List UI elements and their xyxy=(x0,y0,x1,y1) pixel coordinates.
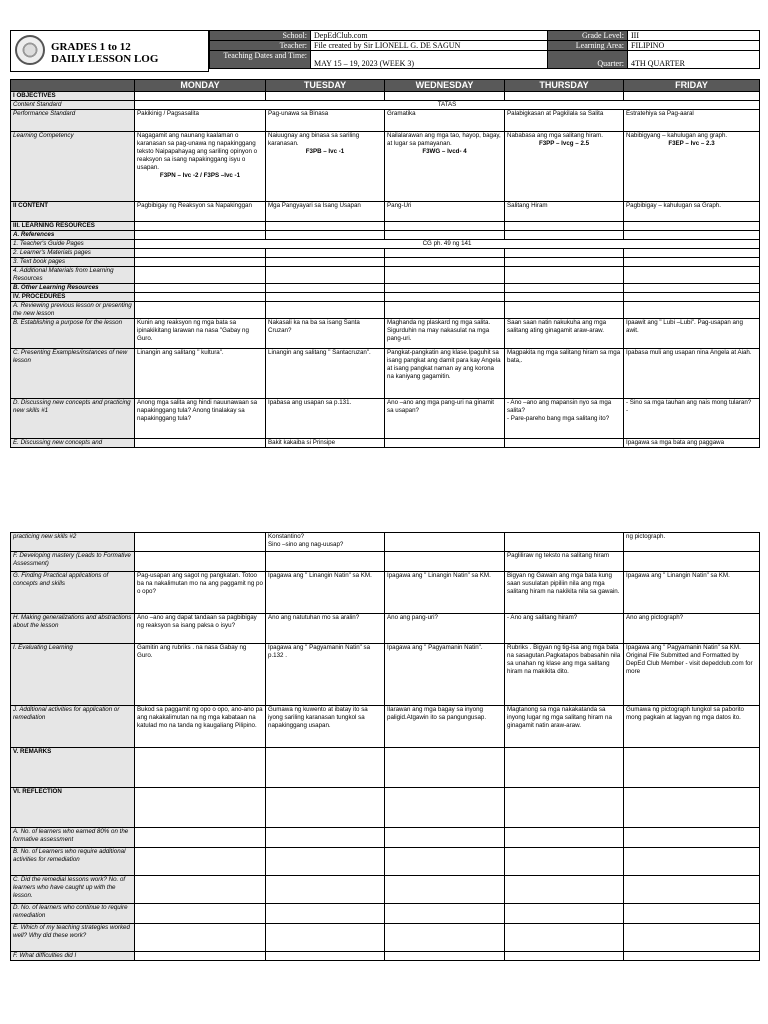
row-label: A. Reviewing previous lesson or presenting the new lesson xyxy=(11,302,135,319)
cell-monday: Gamitin ang rubriks . na nasa Gabay ng Guro. xyxy=(135,644,266,706)
table-row xyxy=(11,110,760,132)
cell-wednesday xyxy=(385,132,505,202)
lesson-table-part2 xyxy=(10,532,759,961)
cell-thursday: - Ano –ano ang mapansin nyo sa mga salita? - Pare-pareho bang mga salitang ito? xyxy=(505,399,624,439)
competency-text: Nailalarawan ang mga tao, hayop, bagay, at lugar sa pamayanan. xyxy=(387,132,501,147)
cell-friday: ng pictograph. xyxy=(624,533,760,552)
row-label: J. Additional activities for application or remediation xyxy=(11,706,135,748)
cell-monday: Kunin ang reaksyon ng mga bata sa ipinakikitang larawan na nasa "Gabay ng Guro. xyxy=(135,319,266,349)
cell-wednesday: Gramatika xyxy=(385,110,505,132)
cell-tuesday: Mga Pangyayari sa Isang Usapan xyxy=(266,202,385,222)
cell-monday: Pag-usapan ang sagot ng pangkatan. Totoo ba na nakalimutan mo na ang paggamit ng po o opo? xyxy=(135,572,266,614)
row-label: E. Discussing new concepts and xyxy=(11,439,135,448)
cell-friday: Gumawa ng pictograph tungkol sa paborito mong pagkain at lagyan ng mga datos ito. xyxy=(624,706,760,748)
cell-friday: Ipabasa muli ang usapan nina Angela at Aiah. xyxy=(624,349,760,399)
row-label: 1. Teacher's Guide Pages xyxy=(11,240,135,249)
header-info-table xyxy=(209,30,760,69)
deped-seal-icon xyxy=(15,35,45,65)
cell-tuesday xyxy=(266,552,385,572)
table-row xyxy=(11,828,760,848)
cell-monday: Ano –ano ang dapat tandaan sa pagbibigay ng reaksyon sa isang paksa o isyu? xyxy=(135,614,266,644)
logo-block xyxy=(10,30,209,72)
cell-wednesday: Maghanda ng plaskard ng mga salita. Sigurduhin na may nakasulat na mga pang-uri. xyxy=(385,319,505,349)
table-row xyxy=(11,533,760,552)
table-row xyxy=(11,222,760,231)
lesson-table-part1 xyxy=(10,79,759,448)
quarter-value: 4TH QUARTER xyxy=(628,51,760,69)
row-label: Performance Standard xyxy=(11,110,135,132)
cell-wednesday: Ipagawa ang " Pagyamanin Natin". xyxy=(385,644,505,706)
row-label: 2. Learner's Materials pages xyxy=(11,249,135,258)
table-row xyxy=(11,101,760,110)
competency-text: Nabibigyang – kahulugan ang graph. xyxy=(626,132,728,139)
table-row xyxy=(11,876,760,904)
cell-monday: Pakikinig / Pagsasalita xyxy=(135,110,266,132)
competency-text: Nababasa ang mga salitang hiram. xyxy=(507,132,603,139)
table-row xyxy=(11,319,760,349)
table-row xyxy=(11,92,760,101)
row-label: practicing new skills #2 xyxy=(11,533,135,552)
cell-tuesday: Ano ang natutuhan mo sa aralin? xyxy=(266,614,385,644)
row-label: VI. REFLECTION xyxy=(11,788,135,828)
table-row xyxy=(11,267,760,284)
cell-thursday: Bigyan ng Gawain ang mga bata kung saan susulatan pipiliin nila ang mga salitang hiram na nakikita nila sa gawain. xyxy=(505,572,624,614)
cell-tuesday: Gumawa ng kuwento at ibatay ito sa iyong sariling karanasan tungkol sa napakinggang usapan. xyxy=(266,706,385,748)
row-label: IV. PROCEDURES xyxy=(11,293,135,302)
row-label: F. Developing mastery (Leads to Formative Assessment) xyxy=(11,552,135,572)
cell-monday: Bukod sa paggamit ng opo o opo, ano-ano pa ang nakakalimutan na ng mga kabataan na katulad mo na tanda ng kaugaliang Pilipino. xyxy=(135,706,266,748)
row-label: D. No. of learners who continue to require remediation xyxy=(11,904,135,924)
area-value: FILIPINO xyxy=(628,41,760,51)
cell-wednesday: Pang-Uri xyxy=(385,202,505,222)
cell-tuesday: Bakit kakaiba si Prinsipe xyxy=(266,439,385,448)
table-row xyxy=(11,788,760,828)
table-row xyxy=(11,706,760,748)
cell-tuesday: Nakasali ka na ba sa isang Santa Cruzan? xyxy=(266,319,385,349)
cell-monday xyxy=(135,552,266,572)
cell-wednesday: Ano –ano ang mga pang-uri na ginamit sa usapan? xyxy=(385,399,505,439)
cell-wednesday xyxy=(385,533,505,552)
cell-friday xyxy=(624,552,760,572)
cell-friday: - Sino sa mga tauhan ang nais mong tularan? - xyxy=(624,399,760,439)
quarter-label: Quarter: xyxy=(548,51,628,69)
row-label: Content Standard xyxy=(11,101,135,110)
row-label: D. Discussing new concepts and practicing new skills #1 xyxy=(11,399,135,439)
cell-tuesday: Konstantino? Sino –sino ang nag-uusap? xyxy=(266,533,385,552)
cell-tuesday: Ipabasa ang usapan sa p.131. xyxy=(266,399,385,439)
table-row xyxy=(11,231,760,240)
teacher-value: File created by Sir LIONELL G. DE SAGUN xyxy=(311,41,548,51)
cell-tuesday: Ipagawa ang " Pagyamanin Natin" sa p.132 . xyxy=(266,644,385,706)
dates-value: MAY 15 – 19, 2023 (WEEK 3) xyxy=(311,51,548,69)
row-label: H. Making generalizations and abstractions about the lesson xyxy=(11,614,135,644)
competency-code: F3PN – Ivc -2 / F3PS –Ivc -1 xyxy=(159,172,241,179)
table-row xyxy=(11,904,760,924)
school-label: School: xyxy=(210,31,311,41)
row-label: 3. Text book pages xyxy=(11,258,135,267)
table-row xyxy=(11,748,760,788)
table-row xyxy=(11,284,760,293)
cell-wednesday: Pangkat-pangkatin ang klase.Ipaguhit sa isang pangkat ang damit para kay Angela at isang pangkat naman ay ang korona na kaniyang gagamitin. xyxy=(385,349,505,399)
row-label: A. References xyxy=(11,231,135,240)
school-value: DepEdClub.com xyxy=(311,31,548,41)
grade-label: Grade Level: xyxy=(548,31,628,41)
row-label: B. Establishing a purpose for the lesson xyxy=(11,319,135,349)
cell-tuesday: Linangin ang salitang " Santacruzan". xyxy=(266,349,385,399)
cell-thursday: Salitang Hiram xyxy=(505,202,624,222)
cell-monday: Anong mga salita ang hindi nauunawaan sa napakinggang tula? Anong tinalakay sa napakinggang tula? xyxy=(135,399,266,439)
cell-friday: Pagbibigay – kahulugan sa Graph. xyxy=(624,202,760,222)
table-row xyxy=(11,614,760,644)
cell-thursday xyxy=(505,533,624,552)
table-row xyxy=(11,249,760,258)
competency-code: F3PB – Ivc -1 xyxy=(305,148,345,155)
table-row xyxy=(11,258,760,267)
area-label: Learning Area: xyxy=(548,41,628,51)
table-row xyxy=(11,349,760,399)
cell-monday: Linangin ang salitang " kultura". xyxy=(135,349,266,399)
table-row xyxy=(11,293,760,302)
cell-friday: Ano ang pictograph? xyxy=(624,614,760,644)
cell-thursday: Saan saan natin nakukuha ang mga salitang ating ginagamit araw-araw. xyxy=(505,319,624,349)
row-label: II CONTENT xyxy=(11,202,135,222)
cell-wednesday: Ilarawan ang mga bagay sa inyong paligid.Atgawin ito sa pangungusap. xyxy=(385,706,505,748)
table-row xyxy=(11,132,760,202)
cell-thursday: Rubriks . Bigyan ng tig-isa ang mga bata na sasagutan.Pagkatapos babasahin nila sa unahan ng klase ang mga salitang hiram na makikita dito. xyxy=(505,644,624,706)
cell-wednesday: Ano ang pang-uri? xyxy=(385,614,505,644)
content-standard-value: TATAS xyxy=(135,101,760,110)
table-row xyxy=(11,644,760,706)
competency-text: Nagagamit ang naunang kaalaman o karanasan sa pag-unawa ng napakinggang teksto Naipapahayag ang sariling opinyon o reaksyon sa isang napakinggang isyu o usapan. xyxy=(137,132,258,171)
cell-friday: Ipagawa sa mga bata ang paggawa xyxy=(624,439,760,448)
day-wednesday: WEDNESDAY xyxy=(385,80,505,92)
table-row xyxy=(11,202,760,222)
cell-monday xyxy=(135,439,266,448)
cell-monday xyxy=(135,132,266,202)
table-row xyxy=(11,952,760,961)
cell-thursday: Palabigkasan at Pagkilala sa Salita xyxy=(505,110,624,132)
cell-thursday xyxy=(505,132,624,202)
cell-tuesday: Pag-unawa sa Binasa xyxy=(266,110,385,132)
row-label: B. No. of Learners who require additional activities for remediation xyxy=(11,848,135,876)
table-row xyxy=(11,572,760,614)
table-row xyxy=(11,240,760,249)
table-row xyxy=(11,302,760,319)
row-label: B. Other Learning Resources xyxy=(11,284,135,293)
competency-code: F3EP – Ivc – 2.3 xyxy=(668,140,715,147)
day-header-row xyxy=(11,80,760,92)
teacher-label: Teacher: xyxy=(210,41,311,51)
cell-wednesday: Ipagawa ang " Linangin Natin" sa KM. xyxy=(385,572,505,614)
table-row xyxy=(11,848,760,876)
cell-thursday: Magpakita ng mga salitang hiram sa mga bata,. xyxy=(505,349,624,399)
row-label: I OBJECTIVES xyxy=(11,92,135,101)
row-label: V. REMARKS xyxy=(11,748,135,788)
cell-tuesday xyxy=(266,132,385,202)
table-row xyxy=(11,439,760,448)
row-label: III. LEARNING RESOURCES xyxy=(11,222,135,231)
table-row xyxy=(11,924,760,952)
row-label: C. Did the remedial lessons work? No. of learners who have caught up with the lesson. xyxy=(11,876,135,904)
tg-pages-value: CG ph. 49 ng 141 xyxy=(135,240,760,249)
dates-label: Teaching Dates and Time: xyxy=(210,51,311,69)
lesson-log-header xyxy=(10,30,759,73)
cell-tuesday: Ipagawa ang " Linangin Natin" sa KM. xyxy=(266,572,385,614)
cell-friday: Estratehiya sa Pag-aaral xyxy=(624,110,760,132)
cell-thursday: Magtanong sa mga nakakatanda sa inyong lugar ng mga salitang hiram na ginagamit natin araw-araw. xyxy=(505,706,624,748)
logo-title-line2: DAILY LESSON LOG xyxy=(51,53,159,65)
cell-friday: Ipagawa ang " Pagyamanin Natin" sa KM. Original File Submitted and Formatted by DepEd Club Member - visit depedclub.com for more xyxy=(624,644,760,706)
competency-code: F3PP – Ivcg – 2.5 xyxy=(538,140,590,147)
row-label: Learning Competency xyxy=(11,132,135,202)
cell-wednesday xyxy=(385,439,505,448)
row-label: 4. Additional Materials from Learning Resources xyxy=(11,267,135,284)
cell-friday: Ipagawa ang " Linangin Natin" sa KM. xyxy=(624,572,760,614)
row-label: G. Finding Practical applications of concepts and skills xyxy=(11,572,135,614)
cell-thursday xyxy=(505,439,624,448)
competency-code: F3WG – Ivcd- 4 xyxy=(422,148,467,155)
row-label: C. Presenting Examples/instances of new lesson xyxy=(11,349,135,399)
table-row xyxy=(11,552,760,572)
row-label: I. Evaluating Learning xyxy=(11,644,135,706)
row-label: E. Which of my teaching strategies worked well? Why did these work? xyxy=(11,924,135,952)
grade-value: III xyxy=(628,31,760,41)
logo-title-line1: GRADES 1 to 12 xyxy=(51,41,131,53)
row-label: F. What difficulties did I xyxy=(11,952,135,961)
cell-monday xyxy=(135,533,266,552)
cell-wednesday xyxy=(385,552,505,572)
cell-thursday: - Ano ang salitang hiram? xyxy=(505,614,624,644)
day-thursday: THURSDAY xyxy=(505,80,624,92)
table-row xyxy=(11,399,760,439)
day-tuesday: TUESDAY xyxy=(266,80,385,92)
cell-friday: Ipaawit ang " Lubi –Lubi". Pag-usapan ang awit. xyxy=(624,319,760,349)
cell-monday: Pagbibigay ng Reaksyon sa Napakinggan xyxy=(135,202,266,222)
day-monday: MONDAY xyxy=(135,80,266,92)
cell-thursday: Pagliliraw ng teksto na salitang hiram xyxy=(505,552,624,572)
row-label: A. No. of learners who earned 80% on the formative assessment xyxy=(11,828,135,848)
day-friday: FRIDAY xyxy=(624,80,760,92)
competency-text: Naiuugnay ang binasa sa sariling karanasan. xyxy=(268,132,360,147)
cell-friday xyxy=(624,132,760,202)
